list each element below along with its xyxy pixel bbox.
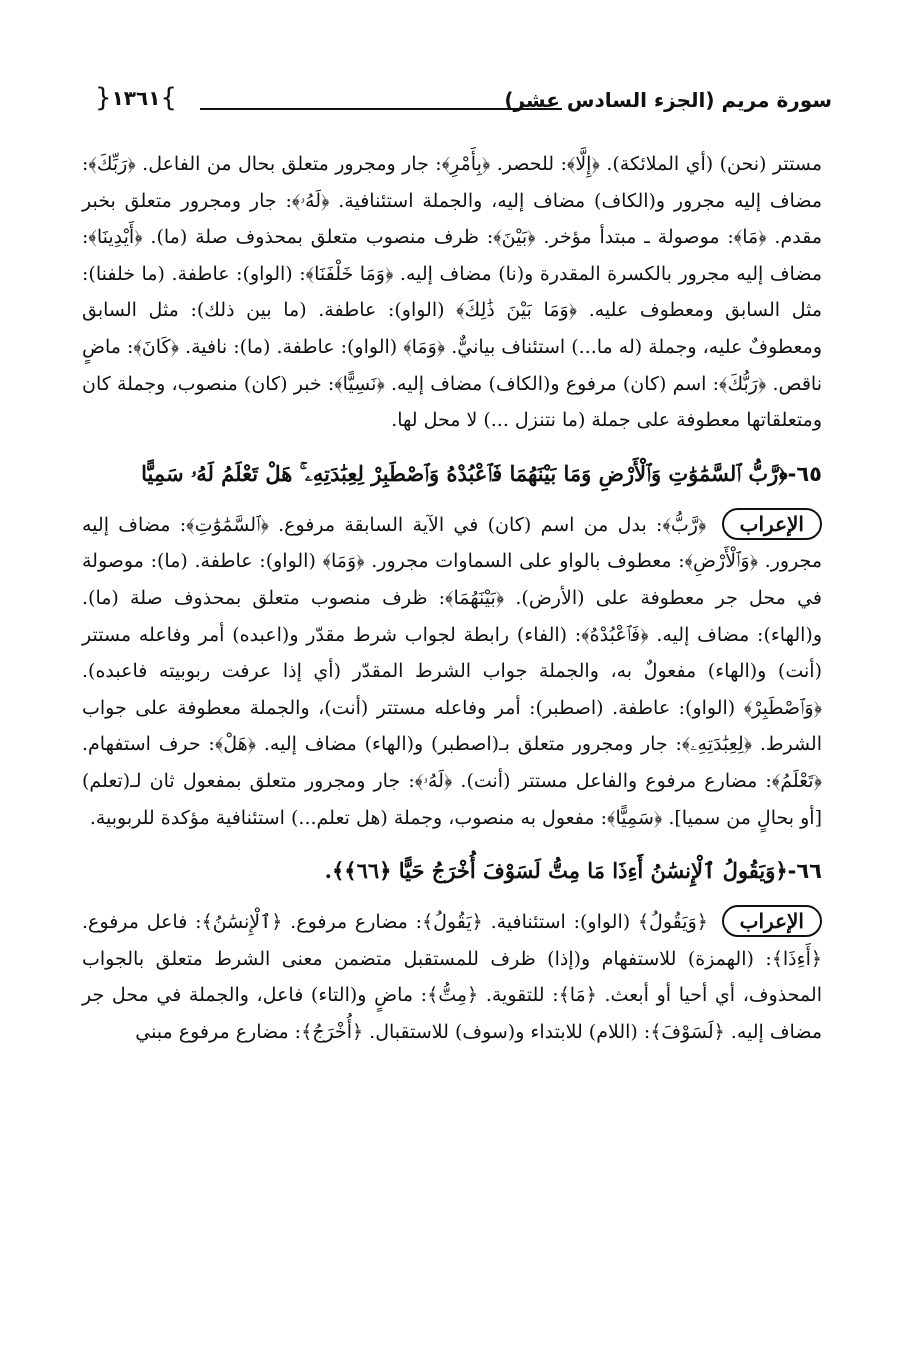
- irab-label: الإعراب: [722, 905, 822, 937]
- irab-65: [82, 507, 822, 836]
- running-title: سورة مريم (الجزء السادس عشر): [504, 88, 832, 112]
- verse-text: ﴿رَّبُّ ٱلسَّمَٰوَٰتِ وَٱلْأَرْضِ وَمَا بَيْنَهُمَا فَٱعْبُدْهُ وَٱصْطَبِرْ لِعِبَٰدَتِهِۦ ۚ هَلْ تَعْلَمُ لَهُۥ سَمِيًّا: [141, 460, 788, 486]
- verse-66: [82, 852, 822, 890]
- verse-65: [82, 455, 822, 493]
- irab-label: الإعراب: [722, 508, 822, 540]
- paragraph-continuation: مستتر (نحن) (أي الملائكة). ﴿إِلَّا﴾: للحصر. ﴿بِأَمْرِ﴾: جار ومجرور متعلق بحال من الفاعل. ﴿رَبِّكَ﴾: مضاف إليه مجرور و(الكاف) مضاف إليه، والجملة استئنافية. ﴿لَهُۥ﴾: جار ومجرور متعلق بخبر مقدم. ﴿مَا﴾: موصولة ـ مبتدأ مؤخر. ﴿بَيْنَ﴾: ظرف منصوب متعلق بمحذوف صلة (ما). ﴿أَيْدِينَا﴾: مضاف إليه مجرور بالكسرة المقدرة و(نا) مضاف إليه. ﴿وَمَا خَلْفَنَا﴾: (الواو): عاطفة. (ما خلفنا): مثل السابق ومعطوف عليه. ﴿وَمَا بَيْنَ ذَٰلِكَ﴾ (الواو): عاطفة. (ما بين ذلك): مثل السابق ومعطوفٌ عليه، وجملة (له ما...) استئناف بيانيٌّ. ﴿وَمَا﴾ (الواو): عاطفة. (ما): نافية. ﴿كَانَ﴾: ماضٍ ناقص. ﴿رَبُّكَ﴾: اسم (كان) مرفوع و(الكاف) مضاف إليه. ﴿نَسِيًّا﴾: خبر (كان) منصوب، وجملة كان ومتعلقاتها معطوفة على جملة (ما نتنزل ...) لا محل لها.: [82, 153, 822, 432]
- verse-number: ٦٦-: [787, 859, 822, 884]
- header-rule: [200, 108, 562, 110]
- brace-right: }: [160, 83, 177, 113]
- irab-text: ﴿رَّبُّ﴾: بدل من اسم (كان) في الآية السابقة مرفوع. ﴿ٱلسَّمَٰوَٰتِ﴾: مضاف إليه مجرور. ﴿وَٱلْأَرْضِ﴾: معطوف بالواو على السماوات مجرور. ﴿وَمَا﴾ (الواو): عاطفة. (ما): موصولة في محل جر معطوفة على (الأرض). ﴿بَيْنَهُمَا﴾: ظرف منصوب متعلق بمحذوف صلة (ما). و(الهاء): مضاف إليه. ﴿فَٱعْبُدْهُ﴾: (الفاء) رابطة لجواب شرط مقدّر و(اعبده) أمر وفاعله مستتر (أنت) و(الهاء) مفعولٌ به، والجملة جواب الشرط المقدّر (أي إذا عرفت ربوبيته فاعبده). ﴿وَٱصْطَبِرْ﴾ (الواو): عاطفة. (اصطبر): أمر وفاعله مستتر (أنت)، والجملة معطوفة على جواب الشرط. ﴿لِعِبَٰدَتِهِۦ﴾: جار ومجرور متعلق بـ(اصطبر) و(الهاء) مضاف إليه. ﴿هَلْ﴾: حرف استفهام. ﴿تَعْلَمُ﴾: مضارع مرفوع والفاعل مستتر (أنت). ﴿لَهُۥ﴾: جار ومجرور متعلق بمفعول ثان لـ(تعلم) [أو بحالٍ من سميا]. ﴿سَمِيًّا﴾: مفعول به منصوب، وجملة (هل تعلم...) استئنافية مؤكدة للربوبية.: [82, 513, 822, 829]
- verse-number: ٦٥-: [787, 461, 822, 486]
- page-body: [82, 146, 822, 1050]
- page-header: [92, 78, 832, 128]
- irab-66: [82, 904, 822, 1050]
- irab-text: ﴿وَيَقُولُ﴾ (الواو): استئنافية. ﴿يَقُولُ﴾: مضارع مرفوع. ﴿ٱلْإِنسَٰنُ﴾: فاعل مرفوع. ﴿أَءِذَا﴾: (الهمزة) للاستفهام و(إذا) ظرف للمستقبل متضمن معنى الشرط متعلق بالجواب المحذوف، أي أحيا أو أبعث. ﴿مَا﴾: للتقوية. ﴿مِتُّ﴾: ماضٍ و(التاء) فاعل، والجملة في محل جر مضاف إليه. ﴿لَسَوْفَ﴾: (اللام) للابتداء و(سوف) للاستقبال. ﴿أُخْرَجُ﴾: مضارع مرفوع مبني: [82, 911, 822, 1043]
- verse-text: ﴿وَيَقُولُ ٱلْإِنسَٰنُ أَءِذَا مَا مِتُّ لَسَوْفَ أُخْرَجُ حَيًّا ﴿٦٦﴾﴾.: [324, 858, 788, 884]
- page-number-value: ١٣٦١: [111, 86, 161, 110]
- page-number: [92, 78, 180, 118]
- brace-left: {: [95, 83, 112, 113]
